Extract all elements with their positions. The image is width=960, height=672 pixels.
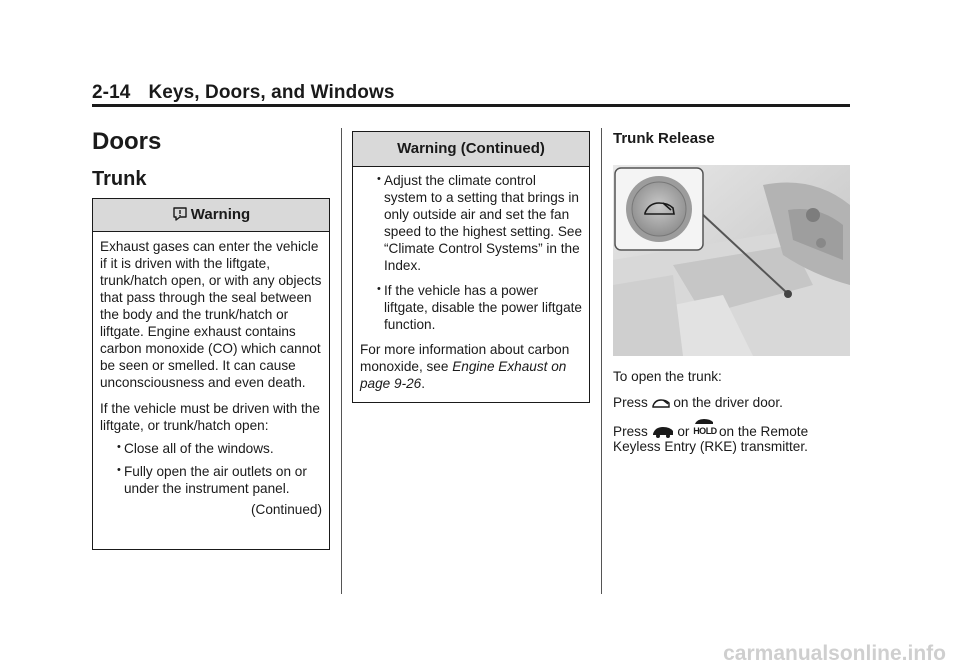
cross-reference-link[interactable]: Engine Exhaust on page 9-26	[360, 359, 567, 391]
press-label: Press	[613, 424, 648, 439]
remote-text-line1: on the Remote	[718, 424, 809, 439]
door-panel-illustration	[613, 165, 850, 356]
page-header	[92, 82, 850, 104]
warning-continued-box	[352, 131, 590, 403]
warning-bullet: • Close all of the windows.	[100, 440, 322, 457]
warning-header	[93, 199, 329, 232]
trunk-release-icon	[652, 397, 670, 409]
warning-body	[93, 232, 329, 533]
warning-paragraph: If the vehicle must be driven with the liftgate, or trunk/hatch open:	[100, 401, 320, 433]
hold-liftgate-icon	[693, 421, 715, 437]
to-open-text: To open the trunk:	[613, 369, 722, 384]
column-divider	[341, 128, 342, 594]
more-info-end: .	[421, 376, 426, 391]
press-label: Press	[613, 395, 648, 410]
driver-door-instruction	[613, 394, 783, 411]
continued-label: (Continued)	[250, 502, 322, 517]
warning-box	[92, 198, 330, 550]
chapter-title: Keys, Doors, and Windows	[148, 82, 395, 103]
column-divider	[601, 128, 602, 594]
page-number: 2-14	[92, 82, 131, 103]
warning-bullet: • Fully open the air outlets on or under the instrument panel.	[100, 463, 322, 497]
watermark: carmanualsonline.info	[723, 642, 946, 665]
header-rule	[92, 104, 850, 107]
trunk-release-photo	[613, 165, 850, 356]
subsection-title: Trunk	[92, 168, 147, 190]
more-info-text	[360, 341, 582, 392]
warning-bullet: • Adjust the climate control system to a setting that brings in only outside air and set the fan speed to the highest setting. See “Climate Control Systems” in the Index.	[360, 172, 582, 274]
subsection-title-container	[92, 168, 146, 191]
warning-title: Warning	[190, 206, 251, 223]
warning-bullet: • If the vehicle has a power liftgate, disable the power liftgate function.	[360, 282, 582, 333]
trunk-release-heading: Trunk Release	[613, 130, 715, 147]
warning-icon	[172, 206, 188, 222]
section-title-container	[92, 128, 161, 156]
section-title: Doors	[92, 128, 162, 155]
or-label: or	[677, 424, 690, 439]
warning-paragraph: Exhaust gases can enter the vehicle if it is driven with the liftgate, trunk/hatch open, or with any objects that pass through the seal between the body and the trunk/hatch or liftgate. Engine exhaust contains carbon monoxide (CO) which cannot be seen or smelled. It can cause unconsciousness and even death.	[100, 239, 322, 390]
remote-trunk-icon	[652, 424, 674, 438]
warning-continued-header: Warning (Continued)	[353, 132, 589, 167]
trunk-release-heading-container	[613, 130, 715, 147]
remote-text-line2: Keyless Entry (RKE) transmitter.	[613, 439, 808, 454]
hold-label: HOLD	[693, 426, 717, 436]
more-info-lead: For more information about carbon monoxide, see	[360, 342, 570, 374]
driver-door-text: on the driver door.	[673, 395, 783, 410]
warning-continued-body	[353, 167, 589, 398]
